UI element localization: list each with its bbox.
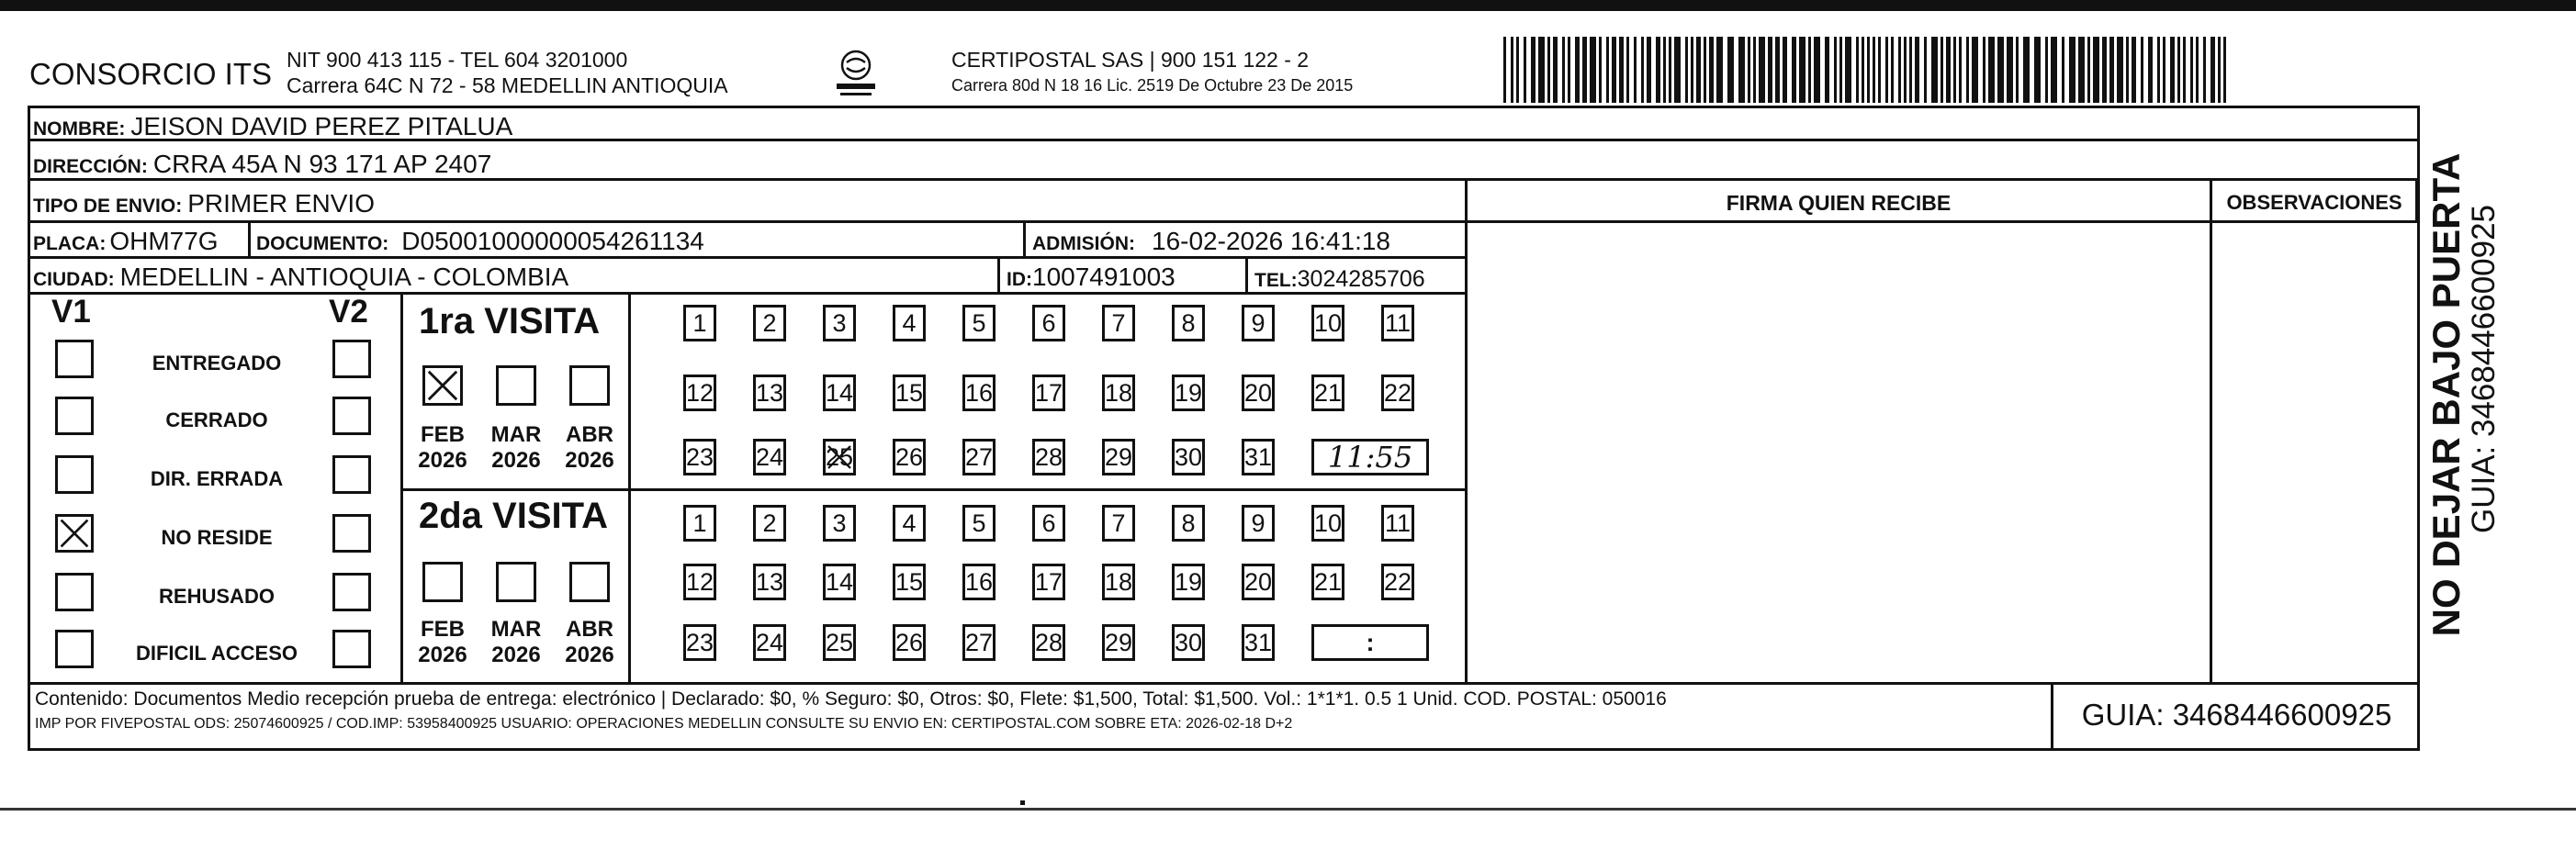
- second-visit-day-box[interactable]: [1032, 505, 1065, 542]
- day-number: 20: [1244, 379, 1273, 407]
- bottom-edge: [0, 808, 2576, 811]
- month-label: MAR: [490, 422, 542, 447]
- second-visit-day-box[interactable]: [1172, 564, 1205, 600]
- day-number: 27: [965, 629, 994, 656]
- first-visit-day-box[interactable]: [1102, 439, 1135, 475]
- second-visit-day-box[interactable]: [1032, 624, 1065, 661]
- second-visit-month-checkbox-1[interactable]: [496, 562, 536, 602]
- day-number: 4: [902, 309, 917, 337]
- first-visit-day-box[interactable]: [893, 439, 926, 475]
- month-label: FEB: [421, 422, 465, 447]
- second-visit-day-box[interactable]: [683, 564, 716, 600]
- day-number: 6: [1041, 309, 1056, 337]
- month-label: ABR: [566, 422, 613, 447]
- day-number: 19: [1175, 379, 1203, 407]
- day-number: 31: [1244, 629, 1273, 656]
- second-visit-day-box[interactable]: [1102, 624, 1135, 661]
- v2-checkbox-0[interactable]: [332, 340, 371, 378]
- day-number: 2: [762, 309, 777, 337]
- side-guide-number: GUIA: 3468446600925: [2466, 204, 2502, 534]
- first-visit-day-box[interactable]: [753, 305, 786, 341]
- year-label: 2026: [565, 643, 614, 667]
- day-number: 26: [895, 443, 924, 471]
- second-visit-day-box[interactable]: [1102, 505, 1135, 542]
- v1-checkbox-5[interactable]: [55, 630, 94, 668]
- first-visit-title: 1ra VISITA: [419, 301, 601, 341]
- day-number: 14: [826, 568, 854, 596]
- admission-value: 16-02-2026 16:41:18: [1152, 227, 1390, 255]
- day-number: 10: [1314, 309, 1343, 337]
- first-visit-day-box[interactable]: [1102, 305, 1135, 341]
- no-under-door-warning: NO DEJAR BAJO PUERTA: [2424, 152, 2468, 637]
- tel-label: TEL:: [1254, 270, 1298, 291]
- year-label: 2026: [418, 643, 467, 667]
- day-number: 29: [1105, 629, 1133, 656]
- day-number: 1: [692, 509, 707, 537]
- address-label: DIRECCIÓN:: [33, 156, 148, 177]
- day-number: 22: [1384, 379, 1412, 407]
- second-visit-day-box[interactable]: [893, 564, 926, 600]
- day-number: 18: [1105, 568, 1133, 596]
- day-number: 3: [832, 309, 847, 337]
- first-visit-day-box[interactable]: [1242, 305, 1275, 341]
- observations-header: OBSERVACIONES: [2226, 191, 2402, 214]
- status-option-label: CERRADO: [165, 408, 268, 431]
- first-visit-day-box[interactable]: [683, 375, 716, 411]
- company-address: Carrera 64C N 72 - 58 MEDELLIN ANTIOQUIA: [287, 73, 728, 97]
- footer-guide-number: GUIA: 3468446600925: [2081, 698, 2392, 732]
- day-number: 28: [1035, 443, 1063, 471]
- side-guide-box: [2466, 140, 2503, 650]
- day-number: 5: [972, 309, 986, 337]
- second-visit-day-box[interactable]: [1172, 505, 1205, 542]
- observations-area[interactable]: [2212, 223, 2415, 682]
- day-number: 14: [826, 379, 854, 407]
- print-info: IMP POR FIVEPOSTAL ODS: 25074600925 / COD.IMP: 53958400925 USUARIO: OPERACIONES MEDELLIN CONSULTE SU ENVIO EN: CERTIPOSTAL.COM SOBRE ETA: 2026-02-18 D+2: [35, 716, 1293, 732]
- first-visit-day-box[interactable]: [1311, 305, 1344, 341]
- day-number: 9: [1251, 309, 1266, 337]
- day-number: 25: [826, 443, 854, 471]
- day-number: 2: [762, 509, 777, 537]
- courier-name: CERTIPOSTAL SAS | 900 151 122 - 2: [951, 48, 1310, 72]
- send-type: PRIMER ENVIO: [187, 189, 375, 218]
- first-visit-day-box[interactable]: [1172, 439, 1205, 475]
- first-visit-day-box[interactable]: [1242, 439, 1275, 475]
- first-visit-day-box[interactable]: [823, 305, 856, 341]
- day-number: 7: [1111, 309, 1126, 337]
- first-visit-day-box[interactable]: [1032, 375, 1065, 411]
- send-type-label: TIPO DE ENVIO:: [33, 196, 183, 217]
- second-visit-month-checkbox-0[interactable]: [422, 562, 463, 602]
- second-visit-day-box[interactable]: [823, 624, 856, 661]
- status-option-label: NO RESIDE: [161, 526, 273, 549]
- year-label: 2026: [491, 448, 541, 473]
- certipostal-logo: [831, 46, 881, 101]
- second-visit-day-box[interactable]: [1381, 505, 1414, 542]
- recipient-address: CRRA 45A N 93 171 AP 2407: [152, 150, 492, 178]
- second-visit-day-box[interactable]: [1311, 505, 1344, 542]
- first-visit-day-box[interactable]: [962, 375, 996, 411]
- day-number: 8: [1181, 509, 1196, 537]
- first-visit-day-box[interactable]: [1381, 305, 1414, 341]
- city-value: MEDELLIN - ANTIOQUIA - COLOMBIA: [119, 263, 569, 291]
- first-visit-month-checkbox-2[interactable]: [569, 365, 610, 406]
- first-visit-time-box[interactable]: 11:55: [1311, 439, 1429, 475]
- second-visit-time-box[interactable]: :: [1311, 624, 1429, 661]
- first-visit-day-box[interactable]: [1311, 375, 1344, 411]
- day-number: 6: [1041, 509, 1056, 537]
- v1-checkbox-4[interactable]: [55, 573, 94, 611]
- top-edge: [0, 0, 2576, 11]
- day-number: 1: [692, 309, 707, 337]
- day-number: 21: [1314, 568, 1343, 596]
- v1-header: V1: [51, 294, 91, 330]
- day-number: 26: [895, 629, 924, 656]
- first-visit-day-box[interactable]: [1102, 375, 1135, 411]
- first-visit-day-box[interactable]: [823, 375, 856, 411]
- day-number: 3: [832, 509, 847, 537]
- second-visit-day-box[interactable]: [962, 505, 996, 542]
- x-mark-icon: [826, 442, 853, 473]
- day-number: 11: [1384, 309, 1412, 337]
- first-visit-day-box[interactable]: [962, 305, 996, 341]
- first-visit-day-box[interactable]: [1242, 375, 1275, 411]
- second-visit-day-box[interactable]: [683, 624, 716, 661]
- v2-checkbox-4[interactable]: [332, 573, 371, 611]
- first-visit-day-box[interactable]: [1172, 375, 1205, 411]
- first-visit-day-box[interactable]: [753, 375, 786, 411]
- day-number: 27: [965, 443, 994, 471]
- day-number: 19: [1175, 568, 1203, 596]
- day-number: 23: [686, 629, 714, 656]
- first-visit-day-box[interactable]: [683, 305, 716, 341]
- day-number: 16: [965, 568, 994, 596]
- first-visit-day-box[interactable]: [962, 439, 996, 475]
- first-visit-day-box[interactable]: [823, 439, 856, 475]
- second-visit-day-box[interactable]: [893, 505, 926, 542]
- second-visit-title: 2da VISITA: [419, 496, 608, 536]
- day-number: 23: [686, 443, 714, 471]
- second-visit-day-box[interactable]: [1242, 624, 1275, 661]
- year-label: 2026: [418, 448, 467, 473]
- day-number: 8: [1181, 309, 1196, 337]
- document-value: D05001000000054261134: [401, 227, 704, 255]
- day-number: 28: [1035, 629, 1063, 656]
- month-label: MAR: [490, 617, 542, 642]
- month-label: FEB: [421, 617, 465, 642]
- day-number: 24: [756, 629, 784, 656]
- plate-label: PLACA:: [33, 233, 107, 254]
- content-description: Contenido: Documentos Medio recepción prueba de entrega: electrónico | Declarado: $0, % Seguro: $0, Otros: $0, Flete: $1,500, Total: $1,500. Vol.: 1*1*1. 0.5 1 Unid. COD. POSTAL: 050016: [35, 688, 1667, 710]
- day-number: 4: [902, 509, 917, 537]
- first-visit-day-box[interactable]: [1032, 305, 1065, 341]
- day-number: 21: [1314, 379, 1343, 407]
- status-option-label: DIR. ERRADA: [150, 467, 284, 490]
- second-visit-day-box[interactable]: [1102, 564, 1135, 600]
- second-visit-day-box[interactable]: [823, 564, 856, 600]
- signature-area[interactable]: [1468, 223, 2210, 682]
- v1-checkbox-3[interactable]: [55, 514, 94, 553]
- year-label: 2026: [491, 643, 541, 667]
- day-number: 7: [1111, 509, 1126, 537]
- v2-header: V2: [329, 294, 368, 330]
- first-visit-day-box[interactable]: [1381, 375, 1414, 411]
- second-visit-day-box[interactable]: [1242, 505, 1275, 542]
- second-visit-day-box[interactable]: [962, 624, 996, 661]
- recipient-name: JEISON DAVID PEREZ PITALUA: [130, 112, 513, 140]
- day-number: 13: [756, 568, 784, 596]
- first-visit-day-box[interactable]: [1172, 305, 1205, 341]
- v1-checkbox-2[interactable]: [55, 455, 94, 494]
- day-number: 5: [972, 509, 986, 537]
- company-nit: NIT 900 413 115 - TEL 604 3201000: [287, 48, 628, 72]
- v2-checkbox-5[interactable]: [332, 630, 371, 668]
- second-visit-day-box[interactable]: [753, 505, 786, 542]
- second-visit-day-box[interactable]: [823, 505, 856, 542]
- v1-checkbox-0[interactable]: [55, 340, 94, 378]
- first-visit-day-box[interactable]: [683, 439, 716, 475]
- year-label: 2026: [565, 448, 614, 473]
- first-visit-month-checkbox-1[interactable]: [496, 365, 536, 406]
- city-label: CIUDAD:: [33, 269, 115, 290]
- day-number: 12: [686, 568, 714, 596]
- x-mark-icon: [58, 517, 91, 550]
- second-visit-day-box[interactable]: [1381, 564, 1414, 600]
- document-label: DOCUMENTO:: [256, 233, 389, 254]
- second-visit-day-box[interactable]: [1172, 624, 1205, 661]
- second-visit-day-box[interactable]: [683, 505, 716, 542]
- day-number: 29: [1105, 443, 1133, 471]
- side-warning-box: [2424, 140, 2469, 650]
- day-number: 12: [686, 379, 714, 407]
- day-number: 30: [1175, 629, 1203, 656]
- day-number: 9: [1251, 509, 1266, 537]
- first-visit-month-checkbox-0[interactable]: [422, 365, 463, 406]
- day-number: 16: [965, 379, 994, 407]
- company-name: CONSORCIO ITS: [29, 57, 273, 91]
- day-number: 11: [1384, 509, 1412, 537]
- speck: [1020, 800, 1025, 805]
- day-number: 30: [1175, 443, 1203, 471]
- day-number: 10: [1314, 509, 1343, 537]
- first-visit-day-box[interactable]: [893, 375, 926, 411]
- first-visit-day-box[interactable]: [753, 439, 786, 475]
- x-mark-icon: [425, 368, 460, 403]
- day-number: 13: [756, 379, 784, 407]
- day-number: 24: [756, 443, 784, 471]
- month-label: ABR: [566, 617, 613, 642]
- day-number: 18: [1105, 379, 1133, 407]
- v2-checkbox-2[interactable]: [332, 455, 371, 494]
- v2-checkbox-3[interactable]: [332, 514, 371, 553]
- day-number: 17: [1035, 568, 1063, 596]
- tel-value: 3024285706: [1297, 266, 1425, 292]
- plate-value: OHM77G: [109, 227, 219, 255]
- second-visit-day-box[interactable]: [962, 564, 996, 600]
- day-number: 31: [1244, 443, 1273, 471]
- day-number: 25: [826, 629, 854, 656]
- id-label: ID:: [1007, 269, 1032, 290]
- status-option-label: DIFICIL ACCESO: [135, 642, 298, 665]
- signature-header: FIRMA QUIEN RECIBE: [1726, 191, 1952, 215]
- admission-label: ADMISIÓN:: [1032, 233, 1135, 254]
- second-visit-day-box[interactable]: [1032, 564, 1065, 600]
- first-visit-day-box[interactable]: [893, 305, 926, 341]
- id-value: 1007491003: [1032, 263, 1176, 291]
- day-number: 15: [895, 568, 924, 596]
- v2-checkbox-1[interactable]: [332, 397, 371, 435]
- second-visit-month-checkbox-2[interactable]: [569, 562, 610, 602]
- second-visit-day-box[interactable]: [1242, 564, 1275, 600]
- name-label: NOMBRE:: [33, 118, 126, 140]
- second-visit-day-box[interactable]: [893, 624, 926, 661]
- day-number: 15: [895, 379, 924, 407]
- first-visit-day-box[interactable]: [1032, 439, 1065, 475]
- second-visit-day-box[interactable]: [1311, 564, 1344, 600]
- status-option-label: ENTREGADO: [152, 352, 282, 375]
- courier-address: Carrera 80d N 18 16 Lic. 2519 De Octubre 23 De 2015: [951, 76, 1354, 95]
- barcode: [1503, 37, 2234, 103]
- second-visit-day-box[interactable]: [753, 624, 786, 661]
- v1-checkbox-1[interactable]: [55, 397, 94, 435]
- day-number: 20: [1244, 568, 1273, 596]
- second-visit-day-box[interactable]: [753, 564, 786, 600]
- day-number: 17: [1035, 379, 1063, 407]
- day-number: 22: [1384, 568, 1412, 596]
- status-option-label: REHUSADO: [159, 585, 275, 608]
